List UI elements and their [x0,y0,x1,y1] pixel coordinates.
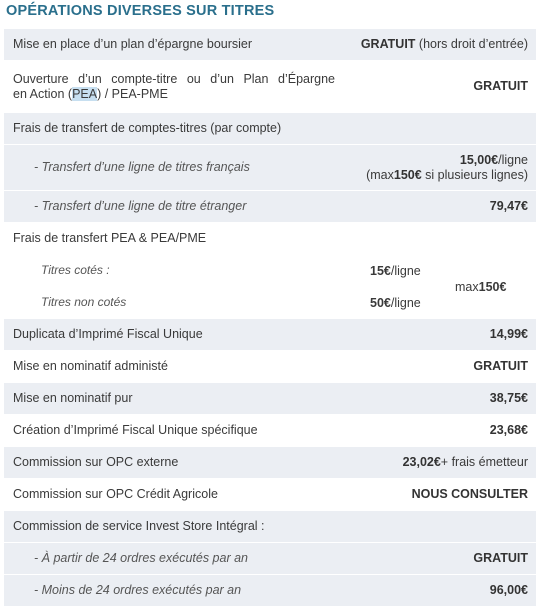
row-label: Commission sur OPC Crédit Agricole [13,487,218,501]
value-note: + frais émetteur [440,455,528,469]
table-row [4,543,536,575]
value-note: (max [366,167,394,182]
table-row [4,29,536,61]
row-label: Frais de transfert PEA & PEA/PME [13,231,207,245]
row-value: GRATUIT [473,551,528,565]
row-value: 96,00€ [489,583,528,597]
row-label: Mise en nominatif pur [13,391,133,405]
table-row [4,145,536,191]
table-row [4,479,536,511]
max-cap [455,255,506,319]
row-value [370,255,421,286]
row-value: 23,68€ [489,423,528,437]
fees-table [4,29,536,607]
pea-transfer-group [4,255,536,319]
row-label: - Transfert d’une ligne de titre étranger [34,199,247,213]
value-bold: 50€ [370,295,391,310]
row-label: Commission sur OPC externe [13,455,179,469]
row-label: Mise en place d’un plan d’épargne boursier [13,37,253,51]
row-value: 14,99€ [489,327,528,341]
row-label: Commission de service Invest Store Intégral : [13,519,265,533]
row-label: Frais de transfert de comptes-titres (par compte) [13,121,282,135]
row-label: - Moins de 24 ordres exécutés par an [34,583,242,597]
row-value: GRATUIT [473,79,528,93]
table-row [4,191,536,223]
row-value: 79,47€ [489,199,528,213]
table-row [4,223,536,255]
value-bold: 15,00€ [459,152,499,167]
table-row [4,113,536,145]
row-label: Création d’Imprimé Fiscal Unique spécifique [13,423,258,437]
row-label-line1: Ouverture d’un compte-titre ou d’un Plan d’Épargne [13,71,335,86]
value-note: si plusieurs lignes) [421,167,528,182]
row-value [361,29,528,60]
value-note: (hors droit d’entrée) [415,37,528,51]
row-value: 38,75€ [489,391,528,405]
value-bold: 150€ [393,167,422,182]
row-value [366,145,528,190]
value-note: /ligne [498,152,528,167]
table-row [4,415,536,447]
table-row [4,383,536,415]
row-label-text: ) / PEA-PME [97,86,168,101]
row-label: Duplicata d’Imprimé Fiscal Unique [13,327,203,341]
value-bold: 23,02€ [402,455,441,469]
highlighted-text: PEA [72,86,98,101]
value-note: /ligne [390,295,421,310]
row-value [403,447,528,478]
row-label: Titres non cotés [41,295,127,309]
row-label: - Transfert d’une ligne de titres français [34,160,250,174]
table-row [4,319,536,351]
value-note: max [455,280,479,294]
row-value: GRATUIT [473,359,528,373]
row-label-text: en Action ( [13,86,73,101]
section-title: OPÉRATIONS DIVERSES SUR TITRES [6,3,275,19]
row-label [13,61,335,112]
table-row [4,351,536,383]
value-bold: GRATUIT [360,37,416,51]
value-note: /ligne [390,263,421,278]
row-label: Mise en nominatif administé [13,359,168,373]
value-bold: 150€ [478,280,507,294]
row-label: Titres cotés : [41,263,110,277]
table-row [4,511,536,543]
table-row [4,61,536,113]
table-row [4,447,536,479]
row-label: - À partir de 24 ordres exécutés par an [34,551,249,565]
row-value [370,287,421,318]
value-bold: 15€ [370,263,391,278]
row-value: NOUS CONSULTER [411,487,528,501]
table-row [4,575,536,607]
